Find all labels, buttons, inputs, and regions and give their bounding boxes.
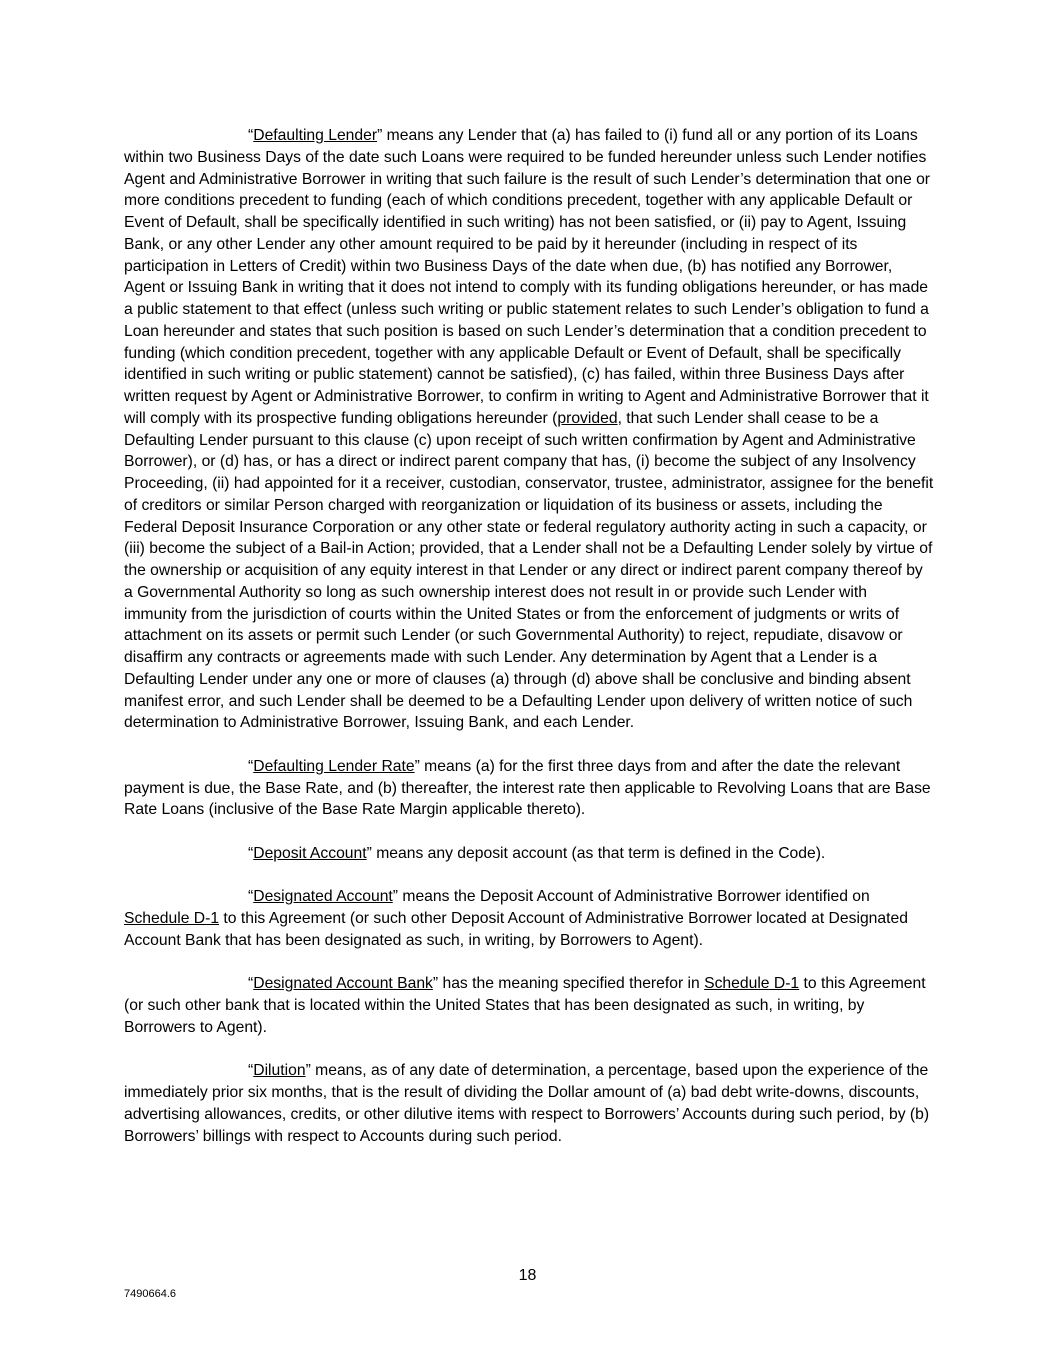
definition-defaulting-lender (124, 125, 934, 734)
open-quote: “ (248, 127, 254, 144)
defined-term: Designated Account (253, 888, 393, 906)
defined-term: Deposit Account (253, 844, 367, 862)
defined-term: Defaulting Lender Rate (253, 757, 415, 775)
close-quote: ” (305, 1062, 311, 1080)
open-quote: “ (248, 975, 254, 993)
definition-text: means any deposit account (as that term is defined in the Code). (371, 844, 826, 862)
definition-text: has the meaning specified therefor in (438, 975, 705, 993)
definition-text-continued: to this Agreement (or such other bank that is located within the United States that has been designated as such, in writing, by Borrowers to Agent). (124, 975, 926, 1036)
definition-text-continued: , that such Lender shall cease to be a Defaulting Lender pursuant to this clause (c) upon receipt of such written confirmation by Agent and Administrative Borrower), or (d) has, or has a direct or indirect parent company that has, (i) become the subject of any Insolvency Proceeding, (ii) had appointed for it a receiver, custodian, conservator, trustee, administrator, assignee for the benefit of creditors or similar Person charged with reorganization or liquidation of its business or assets, including the Federal Deposit Insurance Corporation or any other state or federal regulatory authority acting in such a capacity, or (iii) become the subject of a Bail-in Action; provided, that a Lender shall not be a Defaulting Lender solely by virtue of the ownership or acquisition of any equity interest in that Lender or any direct or indirect parent company thereof by a Governmental Authority so long as such ownership interest does not result in or provide such Lender with immunity from the jurisdiction of courts within the United States or from the enforcement of judgments or writs of attachment on its assets or permit such Lender (or such Governmental Authority) to reject, repudiate, disavow or disaffirm any contracts or agreements made with such Lender. Any determination by Agent that a Lender is a Defaulting Lender under any one or more of clauses (a) through (d) above shall be conclusive and binding absent manifest error, and such Lender shall be deemed to be a Defaulting Lender upon delivery of written notice of such determination to Administrative Borrower, Issuing Bank, and each Lender. (124, 409, 934, 732)
close-quote: ” (392, 888, 399, 906)
definition-text: means (a) for the first three days from and after the date the relevant payment is due, the Base Rate, and (b) thereafter, the interest rate then applicable to Revolving Loans that are Base Rate Loans (inclusive of the Base Rate Margin applicable thereto). (124, 757, 931, 819)
definition-designated-account-bank (124, 973, 934, 1038)
provided-term: provided (557, 409, 618, 427)
definitions-section (124, 125, 934, 1147)
close-quote: ” (432, 975, 439, 993)
definition-text: means, as of any date of determination, a percentage, based upon the experience of the immediately prior six months, that is the result of dividing the Dollar amount of (a) bad debt write-downs, discounts, advertising allowances, credits, or other dilutive items with respect to Borrowers’ Accounts during such period, by (b) Borrowers’ billings with respect to Accounts during such period. (124, 1062, 930, 1145)
page-number: 18 (518, 1267, 537, 1284)
definition-dilution (124, 1060, 934, 1147)
schedule-reference: Schedule D-1 (124, 910, 220, 927)
definition-designated-account (124, 886, 934, 951)
schedule-reference: Schedule D-1 (704, 975, 800, 993)
close-quote: ” (377, 127, 383, 144)
definition-text: means the Deposit Account of Administrative Borrower identified on (398, 888, 870, 906)
defined-term: Defaulting Lender (253, 127, 378, 144)
open-quote: “ (248, 888, 254, 906)
definition-deposit-account (124, 843, 934, 865)
document-id: 7490664.6 (124, 1288, 176, 1300)
defined-term: Designated Account Bank (253, 975, 433, 993)
close-quote: ” (414, 757, 420, 775)
definition-defaulting-lender-rate (124, 756, 934, 821)
open-quote: “ (248, 757, 254, 775)
open-quote: “ (248, 1062, 254, 1080)
close-quote: ” (366, 844, 372, 862)
definition-text: means any Lender that (a) has failed to (i) fund all or any portion of its Loans within two Business Days of the date such Loans were required to be funded hereunder unless such Lender notifies Agent and Administrative Borrower in writing that such failure is the result of such Lender’s determination that one or more conditions precedent to funding (each of which conditions precedent, together with any applicable Default or Event of Default, shall be specifically identified in such writing) has not been satisfied, or (ii) pay to Agent, Issuing Bank, or any other Lender any other amount required to be paid by it hereunder (including in respect of its participation in Letters of Credit) within two Business Days of the date when due, (b) has notified any Borrower, Agent or Issuing Bank in writing that it does not intend to comply with its funding obligations hereunder, or has made a public statement to that effect (unless such writing or public statement relates to such Lender’s obligation to fund a Loan hereunder and states that such position is based on such Lender’s determination that a condition precedent to funding (which condition precedent, together with any applicable Default or Event of Default, shall be specifically identified in such writing or public statement) cannot be satisfied), (c) has failed, within three Business Days after written request by Agent or Administrative Borrower, to confirm in writing to Agent and Administrative Borrower that it will comply with its prospective funding obligations hereunder ( (124, 127, 931, 427)
defined-term: Dilution (253, 1062, 306, 1080)
definition-text-continued: to this Agreement (or such other Deposit Account of Administrative Borrower located at Designated Account Bank that has been designated as such, in writing, by Borrowers to Agent). (124, 910, 908, 949)
open-quote: “ (248, 844, 254, 862)
